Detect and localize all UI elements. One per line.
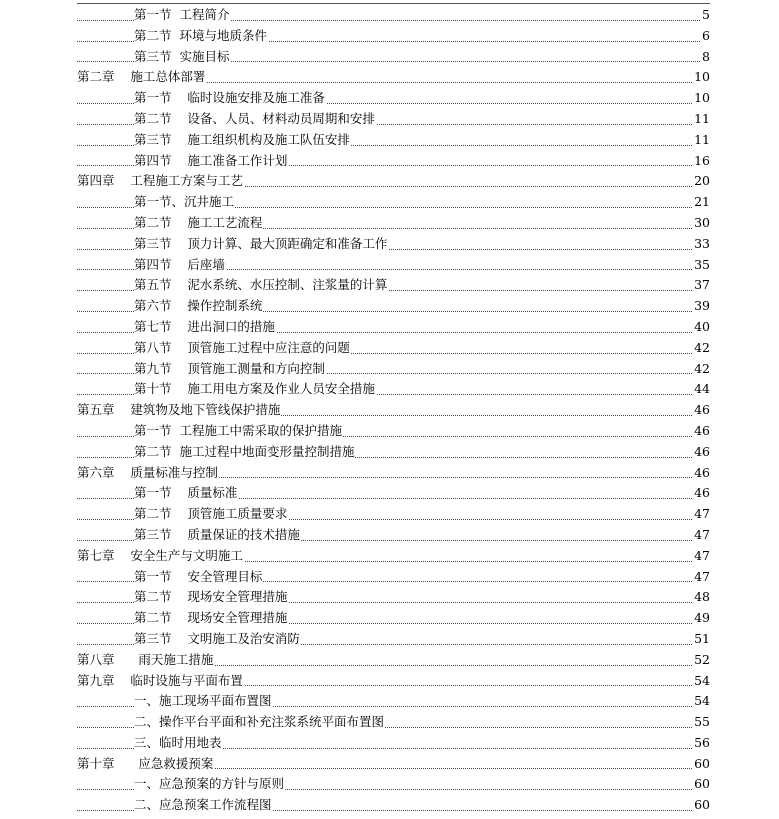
toc-page-number: 35 [692,255,710,276]
toc-entry-title: 第三节 顶力计算、最大顶距确定和准备工作 [134,234,388,255]
toc-page-number: 42 [692,338,710,359]
toc-entry-title: 三、临时用地表 [134,733,223,754]
toc-section-entry[interactable] [77,442,710,463]
toc-entry-title: 第一节 安全管理目标 [134,567,263,588]
toc-page-number: 21 [692,192,710,213]
toc-entry-title: 第十节 施工用电方案及作业人员安全措施 [134,379,376,400]
toc-page-number: 11 [692,109,710,130]
toc-chapter-entry[interactable] [77,546,710,567]
toc-page-number: 46 [692,463,710,484]
toc-entry-title: 第六章 质量标准与控制 [77,463,219,484]
table-of-contents [77,5,710,816]
toc-page-number: 46 [692,483,710,504]
toc-section-entry[interactable] [77,359,710,380]
toc-page-number: 39 [692,296,710,317]
toc-entry-title: 二、应急预案工作流程图 [134,795,273,816]
toc-chapter-entry[interactable] [77,671,710,692]
toc-page-number: 44 [692,379,710,400]
toc-entry-title: 第二节 环境与地质条件 [134,26,268,47]
toc-entry-title: 第二节 现场安全管理措施 [134,608,288,629]
toc-entry-title: 第七节 进出洞口的措施 [134,317,276,338]
toc-entry-title: 一、施工现场平面布置图 [134,691,273,712]
toc-entry-title: 第六节 操作控制系统 [134,296,263,317]
toc-section-entry[interactable] [77,525,710,546]
toc-entry-title: 第三节 施工组织机构及施工队伍安排 [134,130,351,151]
toc-entry-title: 第三节 实施目标 [134,47,230,68]
header-rule [77,3,710,4]
toc-section-entry[interactable] [77,192,710,213]
toc-entry-title: 第十章 应急救援预案 [77,754,214,775]
toc-page-number: 37 [692,275,710,296]
toc-section-entry[interactable] [77,5,710,26]
toc-page-number: 49 [692,608,710,629]
toc-entry-title: 第一节 工程简介 [134,5,230,26]
toc-page-number: 52 [692,650,710,671]
toc-entry-title: 第二节 施工过程中地面变形量控制措施 [134,442,355,463]
toc-entry-title: 第四节 施工准备工作计划 [134,151,288,172]
toc-entry-title: 第九章 临时设施与平面布置 [77,671,244,692]
toc-entry-title: 第五节 泥水系统、水压控制、注浆量的计算 [134,275,388,296]
toc-section-entry[interactable] [77,712,710,733]
toc-section-entry[interactable] [77,213,710,234]
toc-page-number: 11 [692,130,710,151]
toc-page-number: 8 [700,47,710,68]
toc-page-number: 46 [692,442,710,463]
toc-page-number: 60 [692,754,710,775]
toc-page-number: 20 [692,171,710,192]
toc-page-number: 30 [692,213,710,234]
toc-section-entry[interactable] [77,629,710,650]
toc-section-entry[interactable] [77,795,710,816]
toc-section-entry[interactable] [77,47,710,68]
toc-section-entry[interactable] [77,151,710,172]
toc-chapter-entry[interactable] [77,67,710,88]
toc-page-number: 54 [692,691,710,712]
toc-section-entry[interactable] [77,338,710,359]
toc-entry-title: 第二节 施工工艺流程 [134,213,263,234]
toc-entry-title: 第二节 现场安全管理措施 [134,587,288,608]
toc-section-entry[interactable] [77,130,710,151]
toc-section-entry[interactable] [77,587,710,608]
toc-section-entry[interactable] [77,275,710,296]
toc-page-number: 42 [692,359,710,380]
toc-entry-title: 第八节 顶管施工过程中应注意的问题 [134,338,351,359]
toc-entry-title: 第八章 雨天施工措施 [77,650,214,671]
toc-chapter-entry[interactable] [77,650,710,671]
toc-entry-title: 第二节 顶管施工质量要求 [134,504,288,525]
toc-entry-title: 第二节 设备、人员、材料动员周期和安排 [134,109,376,130]
toc-entry-title: 第一节、沉井施工 [134,192,235,213]
toc-page-number: 47 [692,504,710,525]
toc-chapter-entry[interactable] [77,171,710,192]
toc-page-number: 60 [692,795,710,816]
toc-entry-title: 第九节 顶管施工测量和方向控制 [134,359,326,380]
toc-page-number: 16 [692,151,710,172]
toc-chapter-entry[interactable] [77,754,710,775]
toc-entry-title: 第二章 施工总体部署 [77,67,206,88]
toc-section-entry[interactable] [77,317,710,338]
toc-section-entry[interactable] [77,691,710,712]
toc-page-number: 40 [692,317,710,338]
toc-entry-title: 第四章 工程施工方案与工艺 [77,171,244,192]
toc-page-number: 46 [692,400,710,421]
toc-entry-title: 第三节 质量保证的技术措施 [134,525,301,546]
toc-page-number: 10 [692,67,710,88]
toc-page-number: 10 [692,88,710,109]
toc-page-number: 47 [692,567,710,588]
toc-chapter-entry[interactable] [77,463,710,484]
toc-entry-title: 第一节 临时设施安排及施工准备 [134,88,326,109]
toc-page-number: 47 [692,525,710,546]
toc-entry-title: 二、操作平台平面和补充注浆系统平面布置图 [134,712,385,733]
toc-section-entry[interactable] [77,567,710,588]
toc-section-entry[interactable] [77,733,710,754]
toc-section-entry[interactable] [77,88,710,109]
toc-entry-title: 一、应急预案的方针与原则 [134,774,285,795]
toc-page-number: 60 [692,774,710,795]
toc-section-entry[interactable] [77,504,710,525]
toc-entry-title: 第五章 建筑物及地下管线保护措施 [77,400,281,421]
toc-section-entry[interactable] [77,421,710,442]
toc-page-number: 51 [692,629,710,650]
toc-entry-title: 第三节 文明施工及治安消防 [134,629,301,650]
toc-section-entry[interactable] [77,379,710,400]
toc-page-number: 55 [692,712,710,733]
toc-section-entry[interactable] [77,774,710,795]
toc-entry-title: 第一节 质量标准 [134,483,238,504]
toc-chapter-entry[interactable] [77,400,710,421]
toc-section-entry[interactable] [77,234,710,255]
toc-page-number: 56 [692,733,710,754]
toc-page-number: 54 [692,671,710,692]
toc-section-entry[interactable] [77,255,710,276]
toc-entry-title: 第一节 工程施工中需采取的保护措施 [134,421,343,442]
toc-section-entry[interactable] [77,608,710,629]
toc-page-number: 6 [700,26,710,47]
toc-page-number: 5 [700,5,710,26]
toc-page-number: 33 [692,234,710,255]
toc-entry-title: 第四节 后座墙 [134,255,226,276]
toc-section-entry[interactable] [77,26,710,47]
toc-section-entry[interactable] [77,109,710,130]
toc-page-number: 46 [692,421,710,442]
toc-entry-title: 第七章 安全生产与文明施工 [77,546,244,567]
toc-section-entry[interactable] [77,296,710,317]
toc-page-number: 47 [692,546,710,567]
toc-page-number: 48 [692,587,710,608]
toc-section-entry[interactable] [77,483,710,504]
